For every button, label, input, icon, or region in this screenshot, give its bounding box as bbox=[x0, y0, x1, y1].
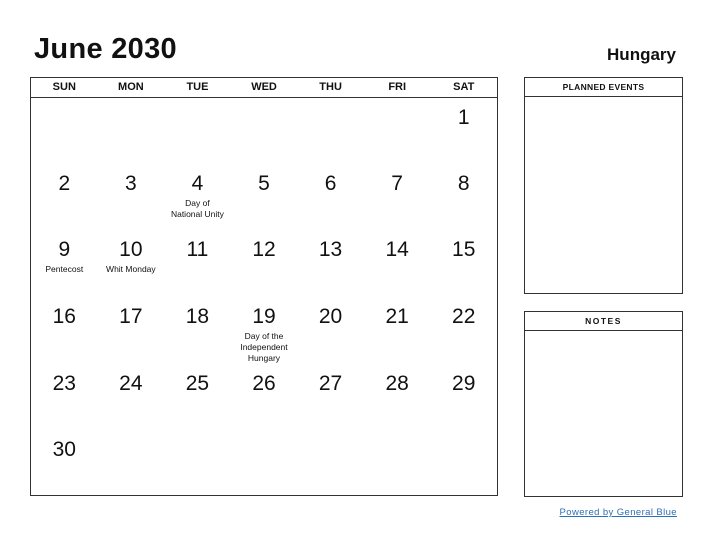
empty-cell bbox=[231, 430, 298, 496]
day-number: 19 bbox=[252, 304, 276, 328]
weekday-fri: FRI bbox=[388, 81, 407, 93]
empty-cell bbox=[231, 98, 298, 164]
day-number: 22 bbox=[452, 304, 476, 328]
day-cell bbox=[364, 164, 431, 230]
day-number: 27 bbox=[318, 371, 343, 395]
day-number: 23 bbox=[52, 371, 76, 395]
day-number: 2 bbox=[58, 172, 71, 196]
day-cell bbox=[430, 98, 497, 164]
day-cell bbox=[430, 297, 497, 364]
day-number: 9 bbox=[58, 238, 71, 262]
day-number: 6 bbox=[324, 172, 337, 196]
weekday-header bbox=[31, 78, 497, 98]
day-number: 25 bbox=[185, 371, 210, 395]
day-cell bbox=[297, 230, 364, 296]
day-cell bbox=[164, 364, 231, 430]
day-cell bbox=[297, 364, 364, 430]
day-cell bbox=[231, 230, 298, 296]
day-cell bbox=[31, 364, 98, 430]
empty-cell bbox=[297, 430, 364, 496]
day-number: 16 bbox=[52, 304, 76, 328]
holiday-label: Pentecost bbox=[45, 264, 84, 275]
day-number: 1 bbox=[457, 106, 470, 129]
powered-by-link[interactable]: Powered by General Blue bbox=[559, 507, 677, 518]
weekday-wed: WED bbox=[251, 81, 277, 93]
day-number: 5 bbox=[258, 172, 270, 196]
day-number: 8 bbox=[457, 172, 470, 196]
day-number: 11 bbox=[186, 238, 209, 262]
day-cell bbox=[430, 230, 497, 296]
day-number: 17 bbox=[119, 304, 143, 328]
country-label: Hungary bbox=[607, 45, 676, 64]
weekday-tue: TUE bbox=[186, 81, 209, 93]
day-cell bbox=[31, 164, 98, 230]
day-number: 18 bbox=[185, 304, 210, 328]
day-cell bbox=[231, 364, 298, 430]
calendar-grid bbox=[31, 98, 497, 496]
empty-cell bbox=[98, 98, 165, 164]
holiday-label: Day of National Unity bbox=[170, 198, 224, 220]
day-number: 3 bbox=[125, 172, 137, 196]
empty-cell bbox=[297, 98, 364, 164]
weekday-mon: MON bbox=[118, 81, 144, 93]
weekday-sun: SUN bbox=[52, 81, 76, 93]
day-number: 24 bbox=[119, 371, 143, 395]
day-cell bbox=[98, 164, 165, 230]
day-number: 10 bbox=[119, 238, 143, 262]
day-cell bbox=[231, 297, 298, 364]
day-number: 26 bbox=[252, 371, 276, 395]
day-cell bbox=[364, 297, 431, 364]
day-cell bbox=[430, 164, 497, 230]
day-cell bbox=[231, 164, 298, 230]
notes-title: NOTES bbox=[525, 312, 682, 331]
day-cell bbox=[364, 230, 431, 296]
weekday-sat: SAT bbox=[453, 81, 475, 93]
day-number: 12 bbox=[252, 238, 276, 262]
month-calendar bbox=[30, 77, 498, 496]
day-number: 4 bbox=[191, 172, 204, 196]
day-number: 30 bbox=[52, 437, 76, 461]
empty-cell bbox=[430, 430, 497, 496]
day-cell bbox=[31, 297, 98, 364]
calendar-title: June 2030 bbox=[34, 33, 177, 65]
empty-cell bbox=[364, 430, 431, 496]
day-cell bbox=[297, 297, 364, 364]
day-cell bbox=[98, 364, 165, 430]
day-cell bbox=[164, 164, 231, 230]
day-number: 14 bbox=[385, 238, 409, 262]
day-number: 7 bbox=[391, 172, 403, 196]
day-cell bbox=[98, 297, 165, 364]
weekday-thu: THU bbox=[319, 81, 342, 93]
notes-panel bbox=[524, 311, 683, 497]
day-number: 29 bbox=[452, 371, 476, 395]
day-cell bbox=[31, 430, 98, 496]
day-cell bbox=[297, 164, 364, 230]
empty-cell bbox=[164, 98, 231, 164]
empty-cell bbox=[31, 98, 98, 164]
holiday-label: Whit Monday bbox=[106, 264, 156, 275]
day-number: 20 bbox=[318, 304, 343, 328]
day-cell bbox=[31, 230, 98, 296]
day-number: 28 bbox=[385, 371, 409, 395]
day-cell bbox=[430, 364, 497, 430]
day-cell bbox=[164, 297, 231, 364]
day-number: 21 bbox=[385, 304, 409, 328]
day-number: 15 bbox=[452, 238, 476, 262]
planned-events-panel bbox=[524, 77, 683, 294]
empty-cell bbox=[164, 430, 231, 496]
day-number: 13 bbox=[318, 238, 343, 262]
day-cell bbox=[364, 364, 431, 430]
empty-cell bbox=[364, 98, 431, 164]
day-cell bbox=[98, 230, 165, 296]
empty-cell bbox=[98, 430, 165, 496]
planned-events-title: PLANNED EVENTS bbox=[525, 78, 682, 97]
holiday-label: Day of the Independent Hungary bbox=[240, 330, 288, 363]
day-cell bbox=[164, 230, 231, 296]
